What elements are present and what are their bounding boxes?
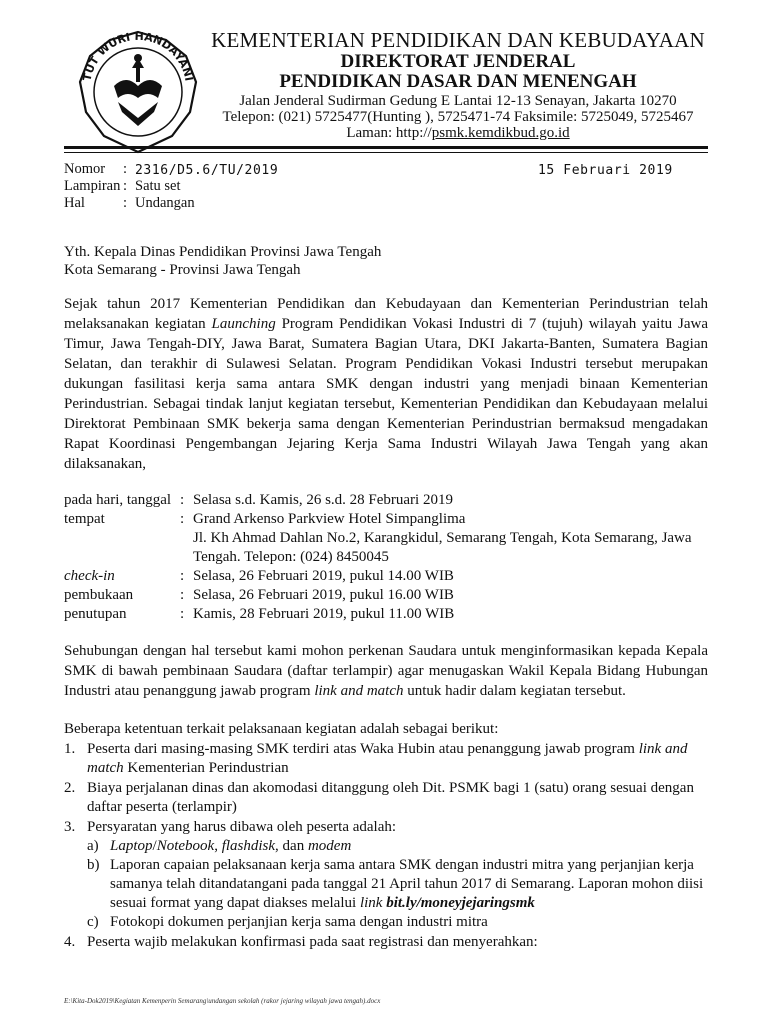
item-3c-text: Fotokopi dokumen perjanjian kerja sama dengan industri mitra bbox=[110, 914, 488, 930]
svg-text:TUT WURI HANDAYANI: TUT WURI HANDAYANI bbox=[80, 29, 196, 83]
item-1-line-1: Peserta dari masing-masing SMK terdiri atas Waka Hubin atau penanggung jawab program link and bbox=[87, 741, 688, 757]
recipient-line-1: Yth. Kepala Dinas Pendidikan Provinsi Jawa Tengah bbox=[64, 244, 382, 260]
place-label: tempat bbox=[64, 511, 105, 527]
intro-line-7: Direktorat Pembinaan SMK bekerja sama dengan Kementerian Perindustrian bermaksud mengadakan bbox=[64, 416, 708, 432]
item-3b-label: b) bbox=[87, 857, 100, 873]
division-name: PENDIDIKAN DASAR DAN MENENGAH bbox=[279, 71, 637, 92]
request-line-2: SMK di bawah pembinaan Saudara (daftar terlampir) agar menugaskan Wakil Kepala Bidang Hubungan bbox=[64, 663, 708, 679]
item-1-line-2: match Kementerian Perindustrian bbox=[87, 760, 289, 776]
header-rule-thin bbox=[64, 152, 708, 153]
ministry-name: KEMENTERIAN PENDIDIKAN DAN KEBUDAYAAN bbox=[211, 28, 705, 52]
intro-line-5: dukungan fasilitasi kerja sama antara SMK dengan industri yang menjadi binaan Kementerian bbox=[64, 376, 708, 392]
item-4-line-1: Peserta wajib melakukan konfirmasi pada saat registrasi dan menyerahkan: bbox=[87, 934, 538, 950]
nomor-value: 2316/D5.6/TU/2019 bbox=[135, 163, 279, 178]
item-3b-line-3: sesuai format yang dapat diakses melalui link bit.ly/moneyjejaringsmk bbox=[110, 895, 535, 911]
checkin-colon: : bbox=[180, 568, 185, 584]
checkin-label: check-in bbox=[64, 568, 115, 584]
phone-line: Telepon: (021) 5725477(Hunting ), 5725471-74 Faksimile: 5725049, 5725467 bbox=[222, 109, 694, 125]
letter-date: 15 Februari 2019 bbox=[538, 163, 673, 178]
provisions-intro: Beberapa ketentuan terkait pelaksanaan kegiatan adalah sebagai berikut: bbox=[64, 721, 499, 737]
item-2-line-2: daftar peserta (terlampir) bbox=[87, 799, 237, 815]
request-line-1: Sehubungan dengan hal tersebut kami mohon perkenan Saudara untuk menginformasikan kepada Kepala bbox=[64, 643, 708, 659]
opening-colon: : bbox=[180, 587, 185, 603]
item-4-number: 4. bbox=[64, 934, 76, 950]
hal-value: Undangan bbox=[135, 195, 195, 211]
website-line bbox=[170, 125, 746, 142]
website-label: Laman: http:// bbox=[346, 125, 432, 141]
day-colon: : bbox=[180, 492, 185, 508]
item-3-number: 3. bbox=[64, 819, 76, 835]
lampiran-value: Satu set bbox=[135, 178, 181, 194]
hal-label: Hal bbox=[64, 195, 85, 211]
nomor-colon: : bbox=[123, 161, 128, 177]
recipient-line-2: Kota Semarang - Provinsi Jawa Tengah bbox=[64, 262, 301, 278]
item-2-line-1: Biaya perjalanan dinas dan akomodasi ditanggung oleh Dit. PSMK bagi 1 (satu) orang sesuai dengan bbox=[87, 780, 694, 796]
checkin-value: Selasa, 26 Februari 2019, pukul 14.00 WIB bbox=[193, 568, 454, 584]
item-1-number: 1. bbox=[64, 741, 76, 757]
directorate-general: DIREKTORAT JENDERAL bbox=[340, 51, 576, 72]
intro-line-6: Perindustrian. Sebagai tindak lanjut kegiatan tersebut, Kementerian Pendidikan dan Kebudayaan melalui bbox=[64, 396, 708, 412]
item-3a-text: Laptop/Notebook, flashdisk, dan modem bbox=[110, 838, 352, 854]
place-value: Grand Arkenso Parkview Hotel Simpanglima bbox=[193, 511, 466, 527]
address-line: Jalan Jenderal Sudirman Gedung E Lantai 12-13 Senayan, Jakarta 10270 bbox=[239, 93, 677, 109]
closing-colon: : bbox=[180, 606, 185, 622]
place-colon: : bbox=[180, 511, 185, 527]
lampiran-label: Lampiran bbox=[64, 178, 121, 194]
intro-line-9: dilaksanakan, bbox=[64, 456, 147, 472]
intro-line-2: melaksanakan kegiatan Launching Program Pendidikan Vokasi Industri di 7 (tujuh) wilayah yaitu Jawa bbox=[64, 316, 708, 332]
nomor-label: Nomor bbox=[64, 161, 106, 177]
item-2-number: 2. bbox=[64, 780, 76, 796]
intro-line-8: Rapat Koordinasi Pengembangan Jejaring Kerja Sama Industri Wilayah Jawa Tengah yang akan bbox=[64, 436, 708, 452]
item-3b-line-2: samanya telah ditandatangani pada tanggal 21 April tahun 2017 di Semarang. Laporan mohon diisi bbox=[110, 876, 704, 892]
item-3-line-1: Persyaratan yang harus dibawa oleh peserta adalah: bbox=[87, 819, 397, 835]
opening-value: Selasa, 26 Februari 2019, pukul 16.00 WIB bbox=[193, 587, 454, 603]
place-address-2: Tengah. Telepon: (024) 8450045 bbox=[193, 549, 389, 565]
lampiran-colon: : bbox=[123, 178, 128, 194]
day-label: pada hari, tanggal bbox=[64, 492, 172, 508]
file-path-footer: E:\Kita-Dok2019\Kegiatan Kemenperin Semarang\undangan sekolah (rakor jejaring wilayah jawa tengah).docx bbox=[64, 997, 381, 1005]
closing-value: Kamis, 28 Februari 2019, pukul 11.00 WIB bbox=[193, 606, 455, 622]
day-value: Selasa s.d. Kamis, 26 s.d. 28 Februari 2019 bbox=[193, 492, 453, 508]
item-3c-label: c) bbox=[87, 914, 99, 930]
intro-line-4: Selatan, dan terakhir di Sulawesi Selatan. Program Pendidikan Vokasi Industri tersebut merupakan bbox=[64, 356, 708, 372]
moneyjejaring-link[interactable]: bit.ly/moneyjejaringsmk bbox=[386, 895, 535, 911]
intro-line-3: Timur, Jawa Tengah-DIY, Jawa Barat, Sumatera Bagian Utara, DKI Jakarta-Banten, Sumatera Bagian bbox=[64, 336, 708, 352]
item-3b-line-1: Laporan capaian pelaksanaan kerja sama antara SMK dengan industri mitra yang perjanjian kerja bbox=[110, 857, 694, 873]
website-link[interactable]: psmk.kemdikbud.go.id bbox=[431, 125, 570, 141]
place-address-1: Jl. Kh Ahmad Dahlan No.2, Karangkidul, Semarang Tengah, Kota Semarang, Jawa bbox=[193, 530, 692, 546]
closing-label: penutupan bbox=[64, 606, 127, 622]
hal-colon: : bbox=[123, 195, 128, 211]
intro-line-1: Sejak tahun 2017 Kementerian Pendidikan dan Kebudayaan dan Kementerian Perindustrian telah bbox=[64, 296, 708, 312]
opening-label: pembukaan bbox=[64, 587, 134, 603]
request-line-3: Industri atau penanggung jawab program link and match untuk hadir dalam kegiatan tersebut. bbox=[64, 683, 626, 699]
header-rule-thick bbox=[64, 146, 708, 149]
item-3a-label: a) bbox=[87, 838, 99, 854]
